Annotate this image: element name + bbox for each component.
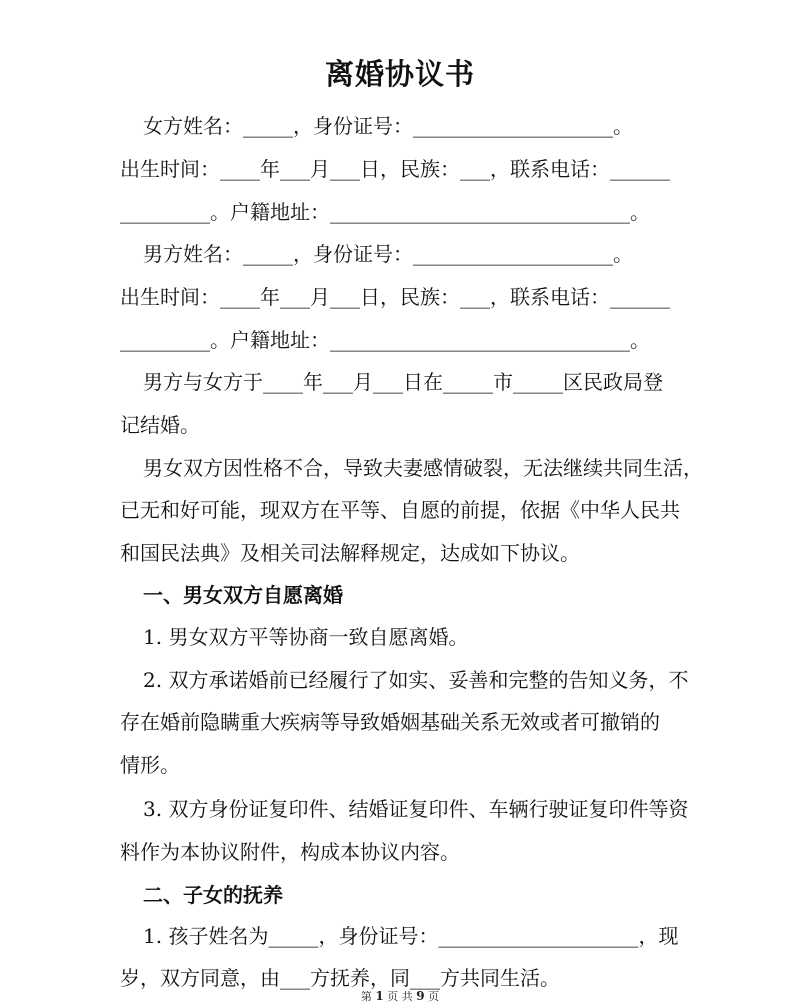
clause-2-1-cont: 岁，双方同意，由___方抚养，同___方共同生活。 — [120, 966, 560, 990]
page-number-footer — [0, 988, 800, 1004]
footer-prefix: 第 — [360, 990, 372, 1003]
reason-paragraph-line: 男女双方因性格不合，导致夫妻感情破裂，无法继续共同生活， — [143, 456, 703, 480]
wife-birth-line: 出生时间：____年___月___日，民族：___，联系电话：______ — [120, 157, 670, 181]
clause-1-2-cont: 情形。 — [120, 753, 180, 777]
section-heading-children: 二、子女的抚养 — [143, 883, 283, 907]
section-heading-divorce: 一、男女双方自愿离婚 — [143, 583, 343, 607]
clause-1-3: 3. 双方身份证复印件、结婚证复印件、车辆行驶证复印件等资 — [143, 797, 689, 821]
wife-address-line: _________。户籍地址：______________________________。 — [120, 200, 650, 224]
husband-name-id-line: 男方姓名：_____，身份证号：____________________。 — [143, 242, 633, 266]
document-title: 离婚协议书 — [324, 57, 475, 91]
reason-paragraph-line: 和国民法典》及相关司法解释规定，达成如下协议。 — [120, 541, 580, 565]
clause-1-3-cont: 料作为本协议附件，构成本协议内容。 — [120, 840, 460, 864]
footer-middle: 页 共 — [387, 990, 413, 1003]
marriage-registration-line: 男方与女方于____年___月___日在_____市_____区民政局登 — [143, 370, 663, 394]
current-page-number: 1 — [375, 989, 384, 1003]
husband-address-line: _________。户籍地址：______________________________。 — [120, 328, 650, 352]
husband-birth-line: 出生时间：____年___月___日，民族：___，联系电话：______ — [120, 285, 670, 309]
reason-paragraph-line: 已无和好可能，现双方在平等、自愿的前提，依据《中华人民共 — [120, 498, 680, 522]
clause-1-2-cont: 存在婚前隐瞒重大疾病等导致婚姻基础关系无效或者可撤销的 — [120, 710, 660, 734]
marriage-registration-line-cont: 记结婚。 — [120, 413, 200, 437]
total-page-number: 9 — [416, 989, 425, 1003]
footer-suffix: 页 — [428, 990, 440, 1003]
clause-2-1: 1. 孩子姓名为_____，身份证号：____________________，现 — [143, 924, 679, 948]
wife-name-id-line: 女方姓名：_____，身份证号：____________________。 — [143, 114, 633, 138]
clause-1-2: 2. 双方承诺婚前已经履行了如实、妥善和完整的告知义务，不 — [143, 668, 689, 692]
clause-1-1: 1. 男女双方平等协商一致自愿离婚。 — [143, 625, 469, 649]
